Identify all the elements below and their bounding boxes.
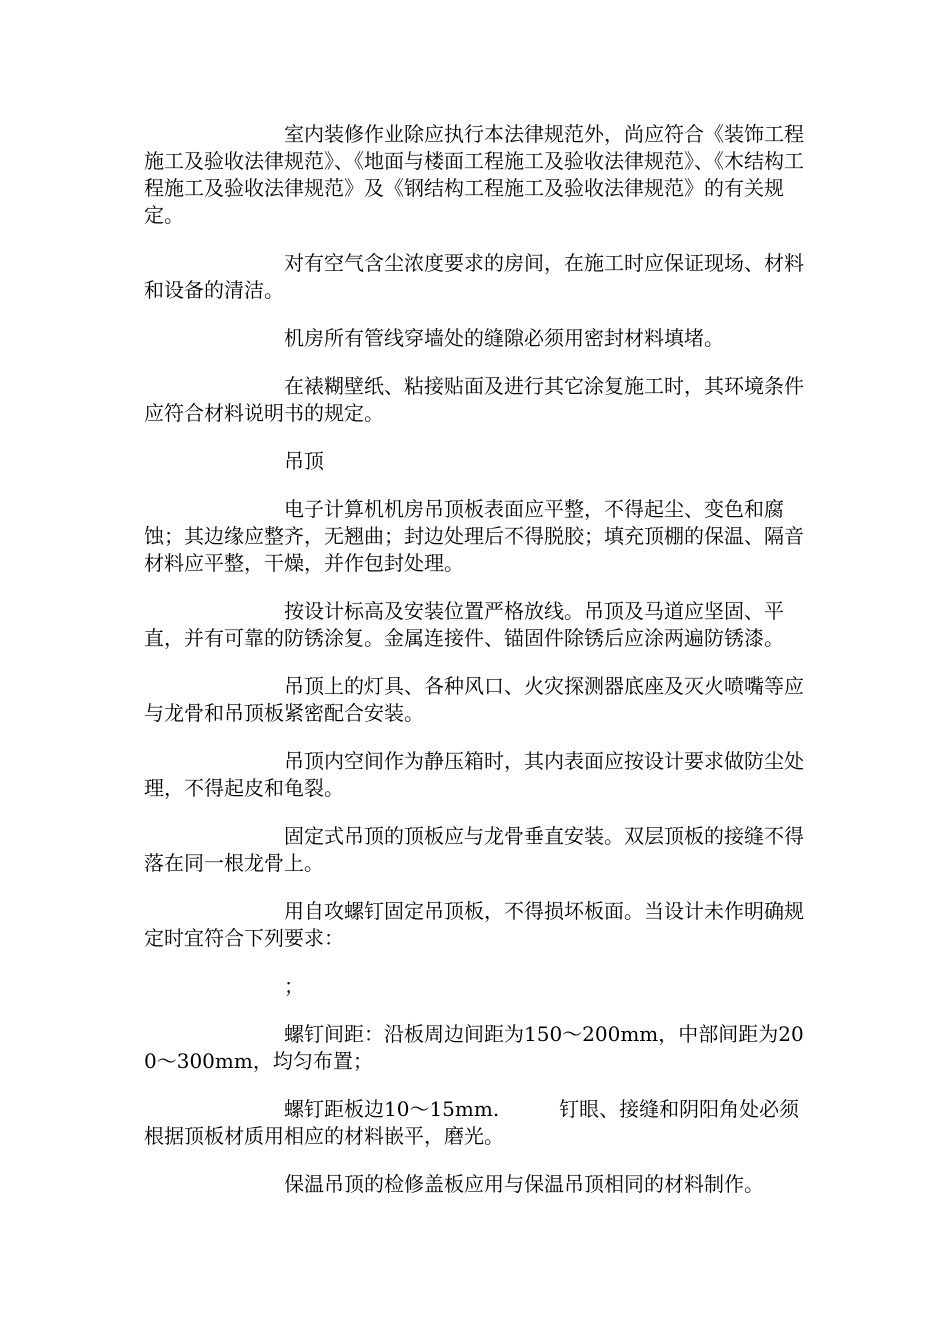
paragraph-screw-spacing: 螺钉间距：沿板周边间距为150～200mm，中部间距为200～300mm，均匀布置； — [144, 1022, 804, 1073]
section-heading-ceiling: 吊顶 — [284, 449, 324, 473]
paragraph-dust-cleanliness: 对有空气含尘浓度要求的房间，在施工时应保证现场、材料和设备的清洁。 — [144, 251, 804, 302]
paragraph-ceiling-surface: 电子计算机机房吊顶板表面应平整，不得起尘、变色和腐蚀；其边缘应整齐，无翘曲；封边处理后不得脱胶；填充顶棚的保温、隔音材料应平整，干燥，并作包封处理。 — [144, 497, 804, 575]
paragraph-screw-fixing: 用自攻螺钉固定吊顶板，不得损坏板面。当设计未作明确规定时宜符合下列要求： — [144, 899, 804, 950]
paragraph-fixture-installation: 吊顶上的灯具、各种风口、火灾探测器底座及灭火喷嘴等应与龙骨和吊顶板紧密配合安装。 — [144, 674, 804, 725]
paragraph-wall-penetration-seal: 机房所有管线穿墙处的缝隙必须用密封材料填堵。 — [284, 326, 724, 350]
paragraph-access-panel-material: 保温吊顶的检修盖板应用与保温吊顶相同的材料制作。 — [284, 1172, 764, 1196]
paragraph-layout-rustproof: 按设计标高及安装位置严格放线。吊顶及马道应坚固、平直，并有可靠的防锈涂复。金属连接件、锚固件除锈后应涂两遍防锈漆。 — [144, 599, 784, 650]
paragraph-wallpaper-environment: 在裱糊壁纸、粘接贴面及进行其它涂复施工时，其环境条件应符合材料说明书的规定。 — [144, 374, 804, 425]
paragraph-screw-edge-distance: 螺钉距板边10～15mm. 钉眼、接缝和阴阳角处必须根据顶板材质用相应的材料嵌平，磨光。 — [144, 1097, 800, 1148]
document-body — [144, 121, 814, 1219]
paragraph-fixed-ceiling-panels: 固定式吊顶的顶板应与龙骨垂直安装。双层顶板的接缝不得落在同一根龙骨上。 — [144, 824, 804, 875]
paragraph-plenum-treatment: 吊顶内空间作为静压箱时，其内表面应按设计要求做防尘处理，不得起皮和龟裂。 — [144, 749, 804, 800]
paragraph-decoration-standards: 室内装修作业除应执行本法律规范外，尚应符合《装饰工程施工及验收法律规范》、《地面与楼面工程施工及验收法律规范》、《木结构工程施工及验收法律规范》及《钢结构工程施工及验收法律规范》的有关规定。 — [144, 122, 804, 227]
paragraph-semicolon: ； — [284, 974, 304, 998]
